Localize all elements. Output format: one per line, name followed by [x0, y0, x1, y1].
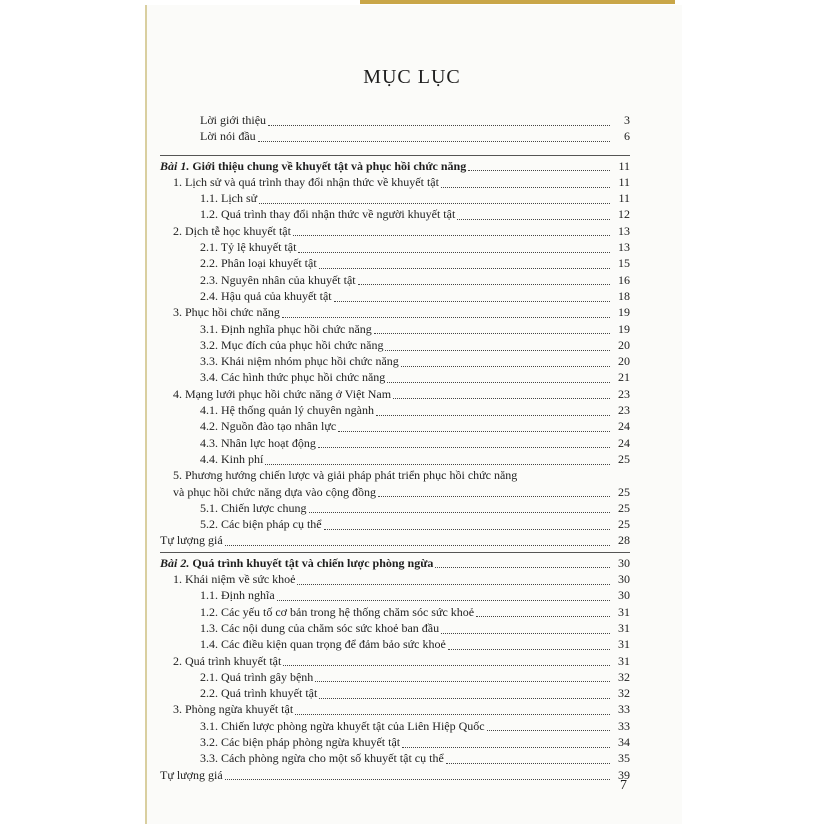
toc-entry-title: 5. Phương hướng chiến lược và giải pháp phát triển phục hồi chức năng: [173, 468, 518, 483]
toc-entry: [160, 174, 630, 190]
toc-entry-page: 11: [618, 191, 630, 206]
toc-entry-title: 3.3. Khái niệm nhóm phục hồi chức năng: [200, 354, 399, 369]
toc-entry-page: 34: [618, 734, 630, 749]
toc-entry-page: 18: [618, 288, 630, 303]
leader-dots: [374, 323, 610, 334]
toc-entry-title: 5.1. Chiến lược chung: [200, 500, 307, 515]
toc-entry-title: 3. Phòng ngừa khuyết tật: [173, 702, 294, 717]
leader-dots: [258, 131, 610, 142]
toc-entry: [160, 484, 630, 500]
toc-entry: [160, 288, 630, 304]
leader-dots: [318, 437, 610, 448]
toc-entry-page: 30: [618, 572, 630, 587]
toc-entry: [160, 750, 630, 766]
toc-entry-page: 25: [618, 517, 630, 532]
leader-dots: [298, 242, 610, 253]
page-edge: [360, 0, 675, 4]
toc-entry-page: 19: [618, 305, 630, 320]
toc-entry: [160, 587, 630, 603]
toc-entry: [160, 206, 630, 222]
toc-entry-page: 11: [618, 174, 630, 189]
toc-entry-title: 4.1. Hệ thống quản lý chuyên ngành: [200, 403, 374, 418]
toc-entry: [160, 701, 630, 717]
toc-entry-title: 2.3. Nguyên nhân của khuyết tật: [200, 272, 356, 287]
toc-entry-title: 1.2. Các yếu tố cơ bản trong hệ thống chăm sóc sức khoẻ: [200, 604, 475, 619]
leader-dots: [309, 502, 611, 513]
toc-entry-page: 23: [618, 403, 630, 418]
toc-entry-title: 1.1. Định nghĩa: [200, 588, 275, 603]
toc-entry-title: 2.2. Quá trình khuyết tật: [200, 686, 318, 701]
toc-entry-page: 12: [618, 207, 630, 222]
toc-entry-title: Tự lượng giá: [160, 533, 223, 548]
leader-dots: [393, 388, 610, 399]
toc-entry-page: 6: [624, 129, 630, 144]
toc-entry-title: 2.1. Tỷ lệ khuyết tật: [200, 240, 297, 255]
toc-entry-title: 3.4. Các hình thức phục hồi chức năng: [200, 370, 386, 385]
toc-entry: [160, 571, 630, 587]
leader-dots: [319, 258, 610, 269]
leader-dots: [338, 421, 610, 432]
toc-entry-title: 1.4. Các điều kiện quan trọng để đảm bảo sức khoẻ: [200, 637, 446, 652]
leader-dots: [519, 470, 610, 480]
toc-entry: [160, 718, 630, 734]
leader-dots: [378, 486, 610, 497]
toc-entry: [160, 669, 630, 685]
leader-dots: [441, 623, 610, 634]
leader-dots: [376, 405, 610, 416]
toc-entry: [160, 272, 630, 288]
leader-dots: [358, 274, 610, 285]
leader-dots: [259, 193, 610, 204]
toc-entry-page: 33: [618, 702, 630, 717]
leader-dots: [401, 356, 610, 367]
leader-dots: [295, 704, 610, 715]
chapter-heading: Bài 1. Giới thiệu chung về khuyết tật và phục hồi chức năng 11: [160, 158, 630, 173]
toc-entry-page: 31: [618, 653, 630, 668]
toc-entry-page: 35: [618, 751, 630, 766]
toc-entry-title: 1.2. Quá trình thay đổi nhận thức về người khuyết tật: [200, 207, 456, 222]
toc-entry-page: 33: [618, 718, 630, 733]
leader-dots: [487, 720, 610, 731]
toc-entry: [160, 435, 630, 451]
toc-entry: [160, 500, 630, 516]
leader-dots: [225, 535, 610, 546]
leader-dots: [324, 519, 610, 530]
leader-dots: [402, 737, 610, 748]
toc-entry-title: 3.2. Mục đích của phục hồi chức năng: [200, 337, 384, 352]
toc-entry-title: Lời giới thiệu: [200, 113, 267, 127]
toc-entry: [160, 190, 630, 206]
leader-dots: [446, 753, 610, 764]
toc-entry-page: 15: [618, 256, 630, 271]
toc-entry-title: 3.1. Định nghĩa phục hồi chức năng: [200, 321, 372, 336]
toc-entry: [160, 402, 630, 418]
toc-entry-page: 24: [618, 435, 630, 450]
leader-dots: [448, 639, 610, 650]
toc-entry-page: 31: [618, 604, 630, 619]
toc-entry-title: 2.2. Phân loại khuyết tật: [200, 256, 317, 271]
toc-entry-page: 32: [618, 669, 630, 684]
toc-entry-page: 25: [618, 484, 630, 499]
leader-dots: [385, 340, 610, 351]
toc-entry-title: 2. Dịch tễ học khuyết tật: [173, 223, 291, 238]
toc-entry: [160, 369, 630, 385]
toc-entry-title: 1.3. Các nội dung của chăm sóc sức khoẻ ban đầu: [200, 620, 440, 635]
toc-entry-page: 13: [618, 223, 630, 238]
toc-entry-title: 1. Lịch sử và quá trình thay đổi nhận thức về khuyết tật: [173, 174, 439, 189]
toc-entry: [160, 418, 630, 434]
toc-entry-title: 2. Quá trình khuyết tật: [173, 653, 282, 668]
toc-entry-title: 1.1. Lịch sử: [200, 191, 258, 206]
toc-entry: [160, 223, 630, 239]
toc-entry-page: 20: [618, 337, 630, 352]
toc-entry-title: Lời nói đầu: [200, 129, 256, 144]
leader-dots: [441, 177, 610, 188]
toc-entry-page: 31: [618, 637, 630, 652]
toc-entry-page: 13: [618, 240, 630, 255]
toc-entry-title: 5.2. Các biện pháp cụ thể: [200, 517, 322, 532]
leader-dots: [297, 574, 610, 585]
toc-entry-title: 3.2. Các biện pháp phòng ngừa khuyết tật: [200, 734, 401, 749]
toc-entry-title: 4.4. Kinh phí: [200, 451, 264, 466]
toc-entry: [160, 516, 630, 532]
leader-dots: [283, 655, 610, 666]
toc-entry: [160, 239, 630, 255]
toc-entry-title: 4.2. Nguồn đào tạo nhân lực: [200, 419, 337, 434]
toc-entry: [160, 604, 630, 620]
toc-entry-page: 3: [624, 113, 630, 127]
toc-entry-page: 19: [618, 321, 630, 336]
toc-entry-title: 4.3. Nhân lực hoạt động: [200, 435, 316, 450]
toc-entry-page: 25: [618, 500, 630, 515]
toc-entry-title: 3.1. Chiến lược phòng ngừa khuyết tật của Liên Hiệp Quốc: [200, 718, 485, 733]
toc-entry-page: 28: [618, 533, 630, 548]
toc-entry: [160, 353, 630, 369]
toc-entry-page: 23: [618, 386, 630, 401]
toc-entry: [160, 636, 630, 652]
leader-dots: [457, 209, 610, 220]
toc-entry: [160, 386, 630, 402]
toc-entry-page: 16: [618, 272, 630, 287]
toc-entry-title: 1. Khái niệm về sức khoẻ: [173, 572, 296, 587]
leader-dots: [387, 372, 610, 383]
leader-dots: [476, 606, 610, 617]
toc-entry: [160, 685, 630, 701]
chapter-separator: [160, 552, 630, 553]
table-of-contents: [160, 112, 630, 783]
toc-entry-title: 3. Phục hồi chức năng: [173, 305, 280, 320]
toc-entry: [160, 304, 630, 320]
toc-entry-title: 2.1. Quá trình gây bệnh: [200, 669, 314, 684]
leader-dots: [282, 307, 610, 318]
toc-entry: [160, 321, 630, 337]
toc-entry: [160, 620, 630, 636]
toc-entry: [160, 467, 630, 483]
leader-dots: [293, 225, 610, 236]
chapter-separator: [160, 155, 630, 156]
leader-dots: [268, 115, 610, 126]
toc-entry-title: Tự lượng giá: [160, 767, 223, 782]
toc-entry: [160, 734, 630, 750]
leader-dots: [265, 454, 610, 465]
leader-dots: [277, 590, 610, 601]
toc-entry-title: 2.4. Hậu quả của khuyết tật: [200, 288, 332, 303]
toc-entry: [160, 337, 630, 353]
chapter-heading: Bài 2. Quá trình khuyết tật và chiến lược phòng ngừa 30: [160, 555, 630, 570]
toc-entry: [160, 653, 630, 669]
toc-entry-page: 25: [618, 451, 630, 466]
toc-entry-page: 30: [618, 588, 630, 603]
toc-entry-page: 31: [618, 620, 630, 635]
page-title: MỤC LỤC: [363, 66, 461, 88]
toc-entry-page: 24: [618, 419, 630, 434]
toc-entry-title: và phục hồi chức năng dựa vào cộng đồng: [173, 484, 376, 499]
toc-entry: [160, 255, 630, 271]
toc-entry: [160, 767, 630, 783]
leader-dots: [334, 291, 610, 302]
toc-entry-title: 4. Mạng lưới phục hồi chức năng ở Việt Nam: [173, 386, 392, 401]
page-number: 7: [620, 778, 627, 793]
chapter-1-entries: [160, 174, 630, 549]
leader-dots: [225, 769, 610, 780]
toc-entry-page: 32: [618, 686, 630, 701]
toc-entry: [160, 532, 630, 548]
toc-entry-page: 20: [618, 354, 630, 369]
leader-dots: [319, 688, 610, 699]
toc-entry-title: 3.3. Cách phòng ngừa cho một số khuyết tật cụ thể: [200, 751, 444, 766]
toc-entry-page: 39: [618, 767, 630, 782]
leader-dots: [315, 671, 610, 682]
front-matter: [160, 112, 630, 145]
toc-entry-page: 21: [618, 370, 630, 385]
toc-entry: [160, 128, 630, 144]
toc-entry: [160, 112, 630, 128]
chapter-2-entries: [160, 571, 630, 783]
toc-entry: [160, 451, 630, 467]
